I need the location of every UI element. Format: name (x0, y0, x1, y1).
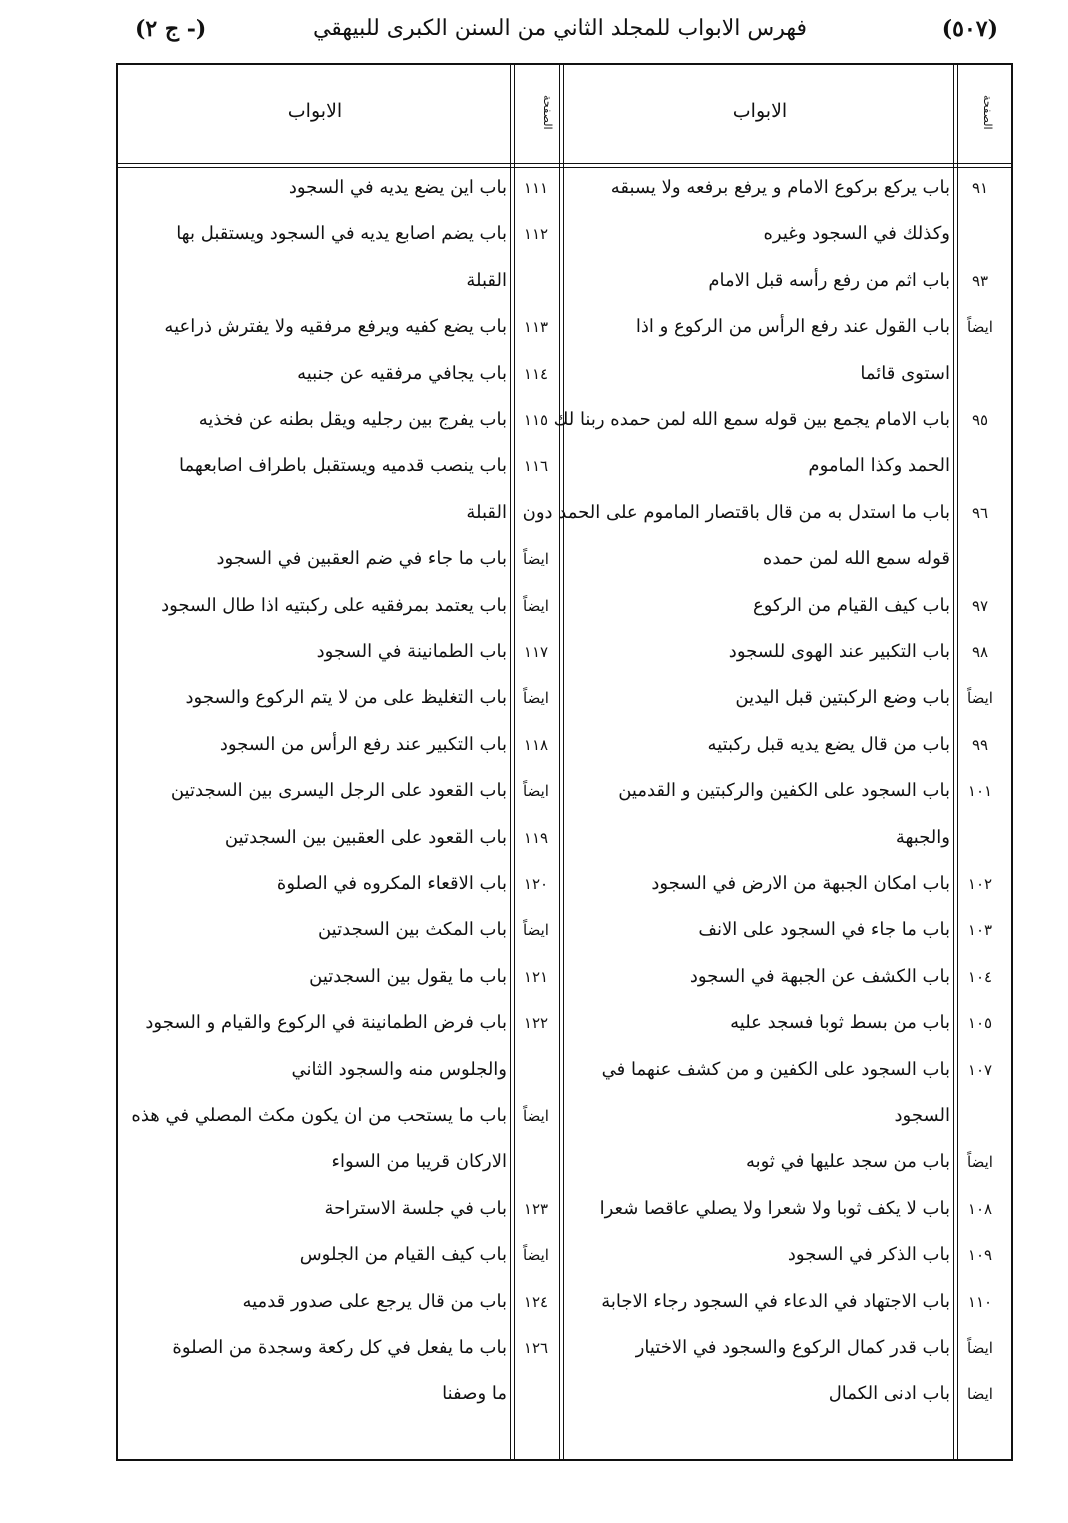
index-entry: باب يعتمد بمرفقيه على ركبتيه اذا طال السجود (161, 594, 507, 616)
page-ref: ايضاً (523, 596, 549, 615)
index-entry: والجلوس منه والسجود الثاني (291, 1058, 507, 1080)
index-entry: باب لا يكف ثوبا ولا شعرا ولا يصلي عاقصا شعرا (599, 1197, 950, 1219)
index-entry: باب الذكر في السجود (787, 1244, 950, 1266)
index-entry: باب القول عند رفع الرأس من الركوع و اذا (635, 316, 950, 338)
left-topics-column-head: الابواب (287, 100, 343, 122)
page-ref: ١٠٣ (967, 921, 993, 940)
page-ref: ٩٦ (971, 503, 989, 522)
index-entry: باب قدر كمال الركوع والسجود في الاختيار (635, 1337, 950, 1358)
index-entry: القبلة (466, 269, 507, 291)
index-entry: استوى قائما (860, 362, 950, 384)
page-ref: ايضاً (967, 689, 993, 708)
page-ref (960, 815, 1000, 861)
index-entry: باب يفرج بين رجليه ويقل بطنه عن فخذيه (198, 409, 507, 430)
page-ref: ١١٣ (523, 318, 549, 337)
page-ref: ٩٥ (971, 411, 989, 429)
page-ref (960, 1093, 1000, 1139)
page-ref: ١٠٧ (967, 1060, 993, 1079)
index-entry: باب فرض الطمانينة في الركوع والقيام و السجود (145, 1012, 507, 1034)
page-ref: ١١٧ (523, 643, 549, 661)
page-ref: ايضاً (523, 1246, 549, 1265)
index-entry: باب من قال يرجع على صدور قدميه (242, 1290, 507, 1312)
page-ref (516, 1139, 556, 1185)
page-ref: ١٠٢ (967, 875, 993, 893)
index-entry: باب من بسط ثوبا فسجد عليه (730, 1012, 950, 1034)
page-ref: ١١٩ (523, 828, 549, 847)
index-entry: باب يضع كفيه ويرفع مرفقيه ولا يفترش ذراعيه (164, 316, 507, 338)
page-ref: ايضاً (967, 318, 993, 337)
page-ref: ١١٨ (523, 735, 549, 754)
index-entry: باب ما يستحب من ان يكون مكث المصلي في هذه (131, 1105, 507, 1126)
page-ref: ايضاً (523, 689, 549, 708)
page-ref: ايضاً (523, 550, 549, 569)
page-ref: ايضاً (523, 1107, 549, 1125)
index-entry: باب السجود على الكفين والركبتين و القدمين (618, 780, 950, 802)
index-entry: باب يجافي مرفقيه عن جنبيه (297, 362, 507, 384)
index-entry: القبلة (466, 501, 507, 523)
index-entry: باب ما جاء في ضم العقبين في السجود (216, 548, 507, 570)
index-entry: باب كيف القيام من الركوع (753, 594, 950, 616)
index-entry: باب التغليظ على من لا يتم الركوع والسجود (185, 687, 507, 709)
index-entry: الاركان قريبا من السواء (331, 1151, 507, 1173)
index-entry: باب يركع بركوع الامام و يرفع برفعه ولا يسبقه (610, 177, 950, 198)
page-ref: ٩١ (971, 179, 989, 197)
page-ref: ايضاً (967, 1153, 993, 1172)
volume-label: (ج ٢ -) (135, 16, 207, 42)
page-ref: ١٢٤ (523, 1292, 549, 1311)
page-ref: ١١٢ (523, 225, 549, 244)
page-ref: ١٠٤ (967, 967, 993, 986)
index-entry: باب ما استدل به من قال باقتصار الماموم على الحمد دون (522, 501, 950, 523)
index-entry: باب المكث بين السجدتين (317, 919, 507, 941)
page-ref (516, 1371, 556, 1417)
page-ref (516, 1047, 556, 1093)
page-ref: ١١٥ (523, 411, 549, 429)
page-ref: ١١٠ (967, 1292, 993, 1311)
page-ref: ١٢٠ (523, 875, 549, 893)
page-ref: ١١٤ (523, 364, 549, 383)
index-entry: باب ينصب قدميه ويستقبل باطراف اصابعهما (179, 455, 507, 477)
index-entry: باب التكبير عند الهوى للسجود (728, 641, 950, 662)
index-entry: السجود (894, 1105, 950, 1126)
index-entry: باب اثم من رفع رأسه قبل الامام (708, 269, 950, 291)
left-number-divider (510, 63, 515, 1459)
index-entry: باب من سجد عليها في ثوبه (745, 1151, 950, 1173)
page-ref: ١١٦ (523, 457, 549, 476)
index-entry: باب الاجتهاد في الدعاء في السجود رجاء الاجابة (601, 1290, 950, 1312)
index-entry: باب امكان الجبهة من الارض في السجود (651, 873, 950, 894)
page-number: (٥٠٧) (941, 16, 998, 42)
page-ref: ٩٣ (971, 271, 989, 290)
index-entry: قوله سمع الله لمن حمده (762, 548, 950, 570)
index-entry: باب ادنى الكمال (828, 1383, 950, 1405)
index-entry: باب التكبير عند رفع الرأس من السجود (219, 733, 507, 755)
page-ref (960, 211, 1000, 257)
index-entry: الحمد وكذا الماموم (808, 455, 950, 477)
page-ref: ١٢١ (523, 967, 549, 986)
index-entry: والجبهة (895, 826, 950, 848)
index-entry: باب ما جاء في السجود على الانف (698, 919, 950, 941)
page-ref: ١٠٨ (967, 1199, 993, 1218)
page-ref (516, 258, 556, 304)
page-ref: ٩٩ (971, 735, 989, 754)
index-entry: باب ما يقول بين السجدتين (309, 965, 507, 987)
right-number-divider (953, 63, 958, 1459)
index-entry: باب ما يفعل في كل ركعة وسجدة من الصلوة (172, 1337, 507, 1358)
page-ref: ٩٨ (971, 643, 989, 661)
page-ref: ١٢٢ (523, 1014, 549, 1033)
right-topics-column-head: الابواب (732, 100, 788, 122)
index-entry: باب يضم اصابع يديه في السجود ويستقبل بها (176, 223, 507, 245)
page-ref: ايضاً (523, 782, 549, 801)
page-ref (960, 443, 1000, 489)
left-page-column-head: الصفحة (541, 94, 554, 130)
index-entry: ما وصفنا (442, 1383, 507, 1405)
page-ref: ١٢٣ (523, 1199, 549, 1218)
page-ref (960, 351, 1000, 397)
index-entry: باب في جلسة الاستراحة (324, 1197, 507, 1219)
page-ref (960, 536, 1000, 582)
index-entry: باب من قال يضع يديه قبل ركبتيه (707, 733, 950, 755)
index-entry: باب اين يضع يديه في السجود (288, 177, 507, 198)
page-ref: ايضا (967, 1385, 993, 1404)
index-entry: وكذلك في السجود وغيره (763, 223, 950, 245)
index-entry: باب الاقعاء المكروه في الصلوة (276, 873, 507, 894)
index-entry: باب وضع الركبتين قبل اليدين (735, 687, 950, 709)
index-entry: باب الكشف عن الجبهة في السجود (689, 965, 950, 987)
page-ref: ١٠٩ (967, 1246, 993, 1265)
index-entry: باب كيف القيام من الجلوس (299, 1244, 507, 1266)
page-ref (516, 490, 556, 536)
page-ref: ايضاً (523, 921, 549, 940)
page-ref: ٩٧ (971, 596, 989, 615)
page-title: فهرس الابواب للمجلد الثاني من السنن الكبرى للبيهقي (312, 16, 808, 41)
page-ref: ١٢٦ (523, 1339, 549, 1357)
page-ref: ١٠٥ (967, 1014, 993, 1033)
index-entry: باب القعود على الرجل اليسرى بين السجدتين (170, 780, 507, 802)
index-entry: باب السجود على الكفين و من كشف عنهما في (601, 1058, 950, 1080)
index-entry: باب الامام يجمع بين قوله سمع الله لمن حمده ربنا لك (553, 409, 950, 430)
index-entry: باب القعود على العقبين بين السجدتين (224, 826, 507, 848)
right-page-column-head: الصفحة (981, 94, 994, 130)
center-divider (559, 63, 564, 1459)
page-ref: ١٠١ (967, 782, 993, 801)
index-entry: باب الطمانينة في السجود (316, 641, 507, 662)
page-ref: ١١١ (523, 179, 549, 197)
page-ref: ايضاً (967, 1339, 993, 1357)
